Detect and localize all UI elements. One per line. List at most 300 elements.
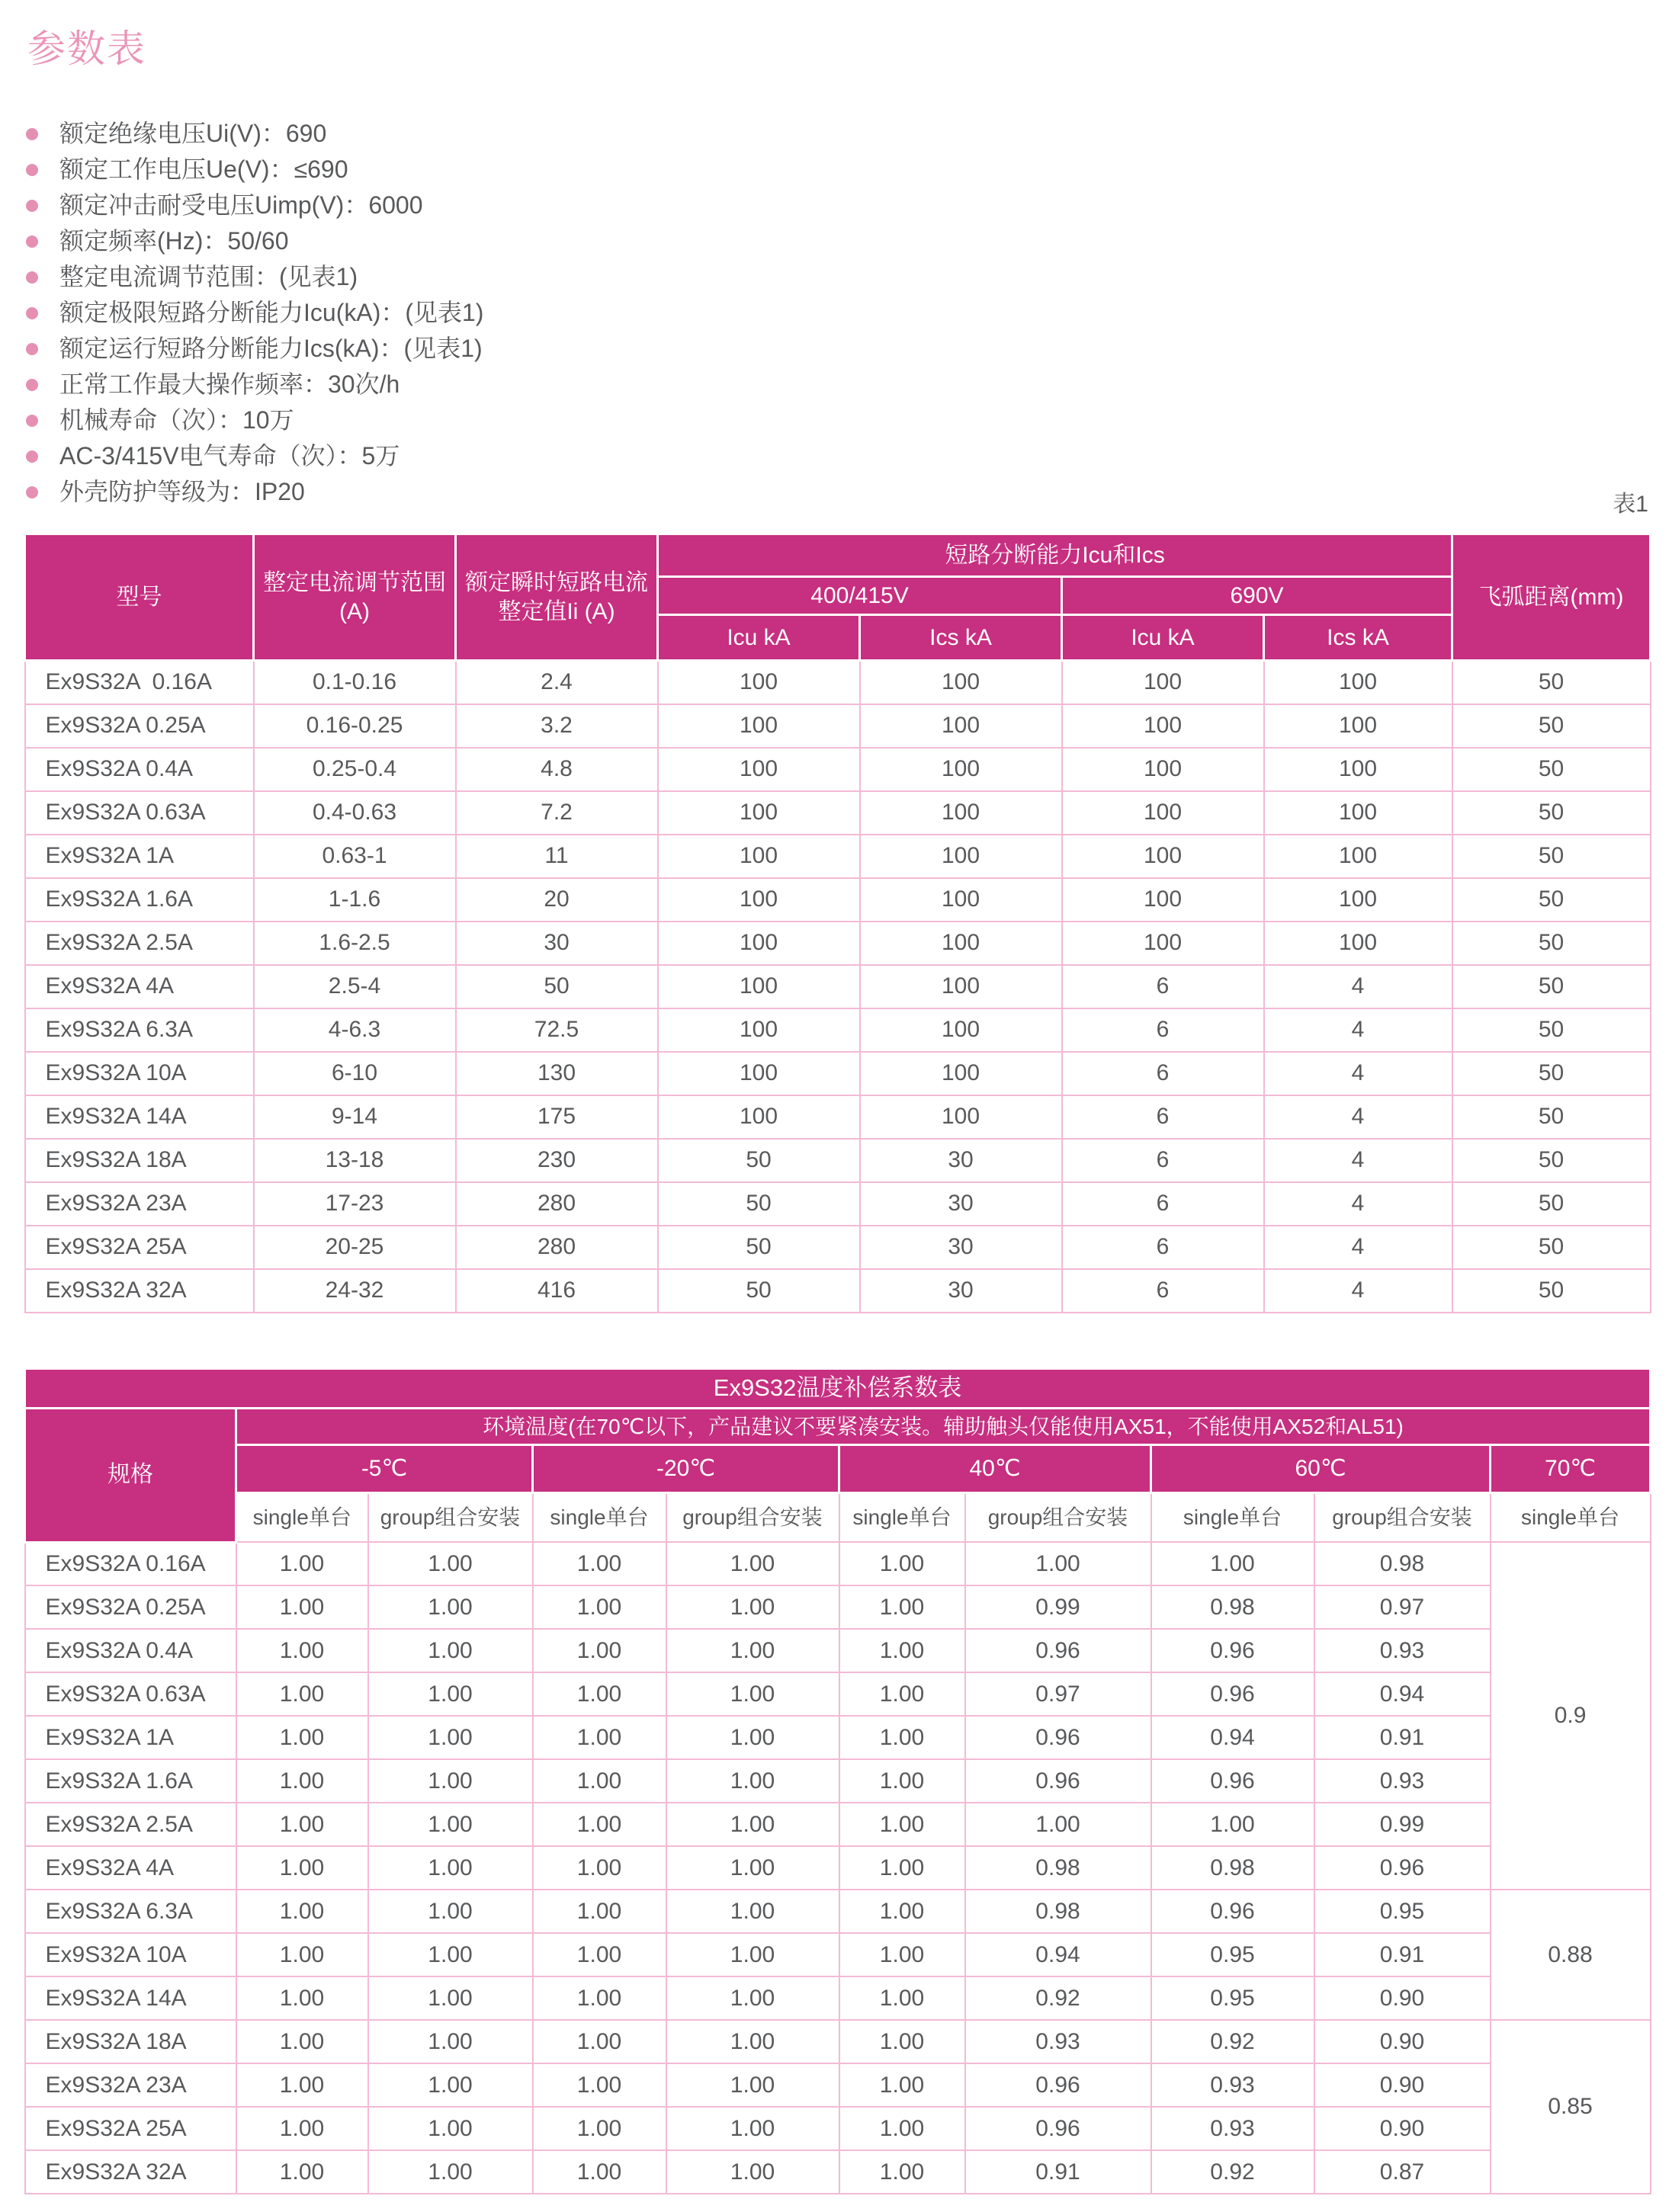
bullet-dot-icon [26,200,38,212]
value-cell: 4 [1264,1052,1452,1095]
value-cell: 1.00 [368,1629,533,1672]
spec-list-item [0,223,1672,259]
value-cell: 1.00 [533,1542,666,1585]
spec-text: 额定绝缘电压Ui(V)：690 [59,120,327,147]
value-cell: 1.00 [533,1890,666,1933]
col-header-single-60: single单台 [1151,1492,1314,1542]
model-cell: Ex9S32A 25A [25,2107,236,2150]
value-cell: 0.91 [1314,1716,1491,1759]
value-cell: 100 [658,1008,860,1052]
value-cell: 0.90 [1314,2063,1491,2107]
table-row [25,1672,1651,1716]
value-cell: 1.00 [666,1803,839,1846]
parameter-table-body [25,661,1651,1313]
value-cell: 11 [456,835,658,878]
table-row [25,2150,1651,2194]
value-cell: 1.00 [533,1672,666,1716]
spec-list-item [0,474,1672,510]
value-cell: 1.00 [666,1716,839,1759]
table-row [25,1182,1651,1226]
value-cell: 50 [1452,748,1651,791]
value-cell: 1.00 [666,2020,839,2063]
value-cell: 50 [658,1269,860,1313]
value-cell: 0.1-0.16 [254,661,456,704]
value-cell: 100 [658,965,860,1008]
col-header-temp-minus5: -5℃ [236,1444,533,1492]
value-cell: 50 [1452,791,1651,835]
value-cell: 0.96 [965,2107,1151,2150]
value-cell: 50 [1452,922,1651,965]
value-cell: 13-18 [254,1139,456,1182]
model-cell: Ex9S32A 0.63A [25,791,254,835]
value-cell: 0.93 [965,2020,1151,2063]
value-cell: 1.00 [236,2063,368,2107]
spec-text: AC-3/415V电气寿命（次）：5万 [59,442,400,470]
value-cell: 1.00 [236,2020,368,2063]
model-cell: Ex9S32A 32A [25,1269,254,1313]
spec-text: 额定冲击耐受电压Uimp(V)：6000 [59,191,423,219]
value-cell: 100 [658,748,860,791]
value-cell: 1.00 [1151,1803,1314,1846]
table-row [25,965,1651,1008]
table-row [25,748,1651,791]
value-cell: 20-25 [254,1226,456,1269]
bullet-dot-icon [26,486,38,499]
value-cell: 416 [456,1269,658,1313]
value-cell: 0.93 [1314,1759,1491,1803]
col-header-ics-690: Ics kA [1264,615,1452,661]
env-temp-note: 环境温度(在70℃以下，产品建议不要紧凑安装。辅助触头仅能使用AX51，不能使用AX52和AL51) [236,1408,1651,1444]
value-cell: 130 [456,1052,658,1095]
value-cell: 4-6.3 [254,1008,456,1052]
value-cell: 50 [1452,1226,1651,1269]
value-cell: 1.00 [236,1759,368,1803]
table-row [25,1976,1651,2020]
value-cell: 0.99 [1314,1803,1491,1846]
col-header-breaking-capacity: 短路分断能力Icu和Ics [658,534,1452,577]
value-cell: 50 [1452,878,1651,922]
spec-text: 额定工作电压Ue(V)：≤690 [59,155,348,183]
col-header-single-70: single单台 [1491,1492,1651,1542]
value-cell: 1.00 [533,1716,666,1759]
bullet-dot-icon [26,415,38,427]
table-row [25,1846,1651,1890]
bullet-dot-icon [26,164,38,176]
value-cell: 1.00 [368,1716,533,1759]
value-cell: 1.00 [368,1759,533,1803]
value-cell: 50 [1452,1095,1651,1139]
value-cell: 0.25-0.4 [254,748,456,791]
value-cell: 1.00 [839,2107,965,2150]
value-cell: 24-32 [254,1269,456,1313]
value-cell: 0.90 [1314,2107,1491,2150]
value-cell: 0.92 [965,1976,1151,2020]
value-cell: 2.5-4 [254,965,456,1008]
table-row [25,704,1651,748]
value-cell: 100 [860,835,1062,878]
value-cell: 280 [456,1182,658,1226]
value-cell: 0.96 [1151,1759,1314,1803]
value-cell: 50 [1452,1182,1651,1226]
value-cell: 1.00 [533,1629,666,1672]
model-cell: Ex9S32A 1A [25,835,254,878]
value-cell: 6 [1062,1052,1264,1095]
value-cell: 2.4 [456,661,658,704]
value-cell: 30 [456,922,658,965]
model-cell: Ex9S32A 1.6A [25,1759,236,1803]
model-cell: Ex9S32A 0.16A [25,1542,236,1585]
merged-70c-cell: 0.85 [1491,2020,1651,2194]
value-cell: 1.00 [839,1976,965,2020]
model-cell: Ex9S32A 4A [25,1846,236,1890]
bullet-dot-icon [26,450,38,463]
spec-text: 外壳防护等级为：IP20 [59,478,305,505]
value-cell: 1.00 [839,1803,965,1846]
value-cell: 100 [860,748,1062,791]
col-header-temp-70: 70℃ [1491,1444,1651,1492]
value-cell: 0.87 [1314,2150,1491,2194]
spec-text: 额定极限短路分断能力Icu(kA)：(见表1) [59,299,484,326]
value-cell: 100 [658,922,860,965]
value-cell: 1.00 [533,2063,666,2107]
value-cell: 1.00 [533,1759,666,1803]
value-cell: 20 [456,878,658,922]
value-cell: 100 [1062,922,1264,965]
value-cell: 1.00 [368,1890,533,1933]
spec-text: 整定电流调节范围：(见表1) [59,263,358,290]
value-cell: 50 [658,1139,860,1182]
value-cell: 0.90 [1314,2020,1491,2063]
value-cell: 1.00 [368,1976,533,2020]
value-cell: 175 [456,1095,658,1139]
col-header-temp-40: 40℃ [839,1444,1151,1492]
value-cell: 100 [1062,661,1264,704]
spec-list-item [0,152,1672,188]
model-cell: Ex9S32A 6.3A [25,1008,254,1052]
model-cell: Ex9S32A 14A [25,1976,236,2020]
value-cell: 1.00 [236,1890,368,1933]
value-cell: 100 [658,1052,860,1095]
bullet-dot-icon [26,307,38,319]
col-header-instant-current: 额定瞬时短路电流整定值Ii (A) [456,534,658,661]
value-cell: 0.94 [965,1933,1151,1976]
table-row [25,1933,1651,1976]
model-cell: Ex9S32A 0.4A [25,748,254,791]
value-cell: 1.00 [368,2150,533,2194]
model-cell: Ex9S32A 14A [25,1095,254,1139]
model-cell: Ex9S32A 32A [25,2150,236,2194]
table-row [25,1226,1651,1269]
value-cell: 100 [860,965,1062,1008]
value-cell: 0.93 [1314,1629,1491,1672]
value-cell: 4 [1264,1182,1452,1226]
model-cell: Ex9S32A 0.16A [25,661,254,704]
value-cell: 1.00 [368,1585,533,1629]
value-cell: 100 [1264,791,1452,835]
value-cell: 0.98 [965,1890,1151,1933]
spec-list-item [0,116,1672,152]
value-cell: 0.96 [1151,1629,1314,1672]
spec-text: 额定频率(Hz)：50/60 [59,227,289,255]
value-cell: 30 [860,1139,1062,1182]
col-header-model: 型号 [25,534,254,661]
value-cell: 4 [1264,1139,1452,1182]
value-cell: 0.99 [965,1585,1151,1629]
spec-text: 额定运行短路分断能力Ics(kA)：(见表1) [59,335,483,362]
bullet-dot-icon [26,128,38,140]
value-cell: 0.95 [1151,1976,1314,2020]
value-cell: 0.94 [1314,1672,1491,1716]
value-cell: 1.00 [666,1585,839,1629]
col-header-690v: 690V [1062,577,1452,615]
value-cell: 0.63-1 [254,835,456,878]
table-row [25,1629,1651,1672]
value-cell: 6 [1062,1008,1264,1052]
merged-70c-cell: 0.9 [1491,1542,1651,1890]
model-cell: Ex9S32A 0.25A [25,1585,236,1629]
col-header-temp-minus20: -20℃ [533,1444,839,1492]
value-cell: 0.98 [1151,1846,1314,1890]
value-cell: 0.4-0.63 [254,791,456,835]
value-cell: 0.93 [1151,2107,1314,2150]
col-header-single-minus5: single单台 [236,1492,368,1542]
value-cell: 0.93 [1151,2063,1314,2107]
value-cell: 1.00 [839,1890,965,1933]
value-cell: 1.00 [368,1933,533,1976]
table-row [25,878,1651,922]
value-cell: 50 [1452,1052,1651,1095]
model-cell: Ex9S32A 23A [25,1182,254,1226]
model-cell: Ex9S32A 0.4A [25,1629,236,1672]
page-title: 参数表 [27,27,146,70]
model-cell: Ex9S32A 23A [25,2063,236,2107]
table-row [25,791,1651,835]
value-cell: 1.00 [666,2150,839,2194]
value-cell: 230 [456,1139,658,1182]
value-cell: 0.91 [1314,1933,1491,1976]
model-cell: Ex9S32A 10A [25,1052,254,1095]
value-cell: 4 [1264,965,1452,1008]
value-cell: 72.5 [456,1008,658,1052]
model-cell: Ex9S32A 10A [25,1933,236,1976]
value-cell: 30 [860,1269,1062,1313]
value-cell: 1.00 [839,1672,965,1716]
table-row [25,1052,1651,1095]
col-header-single-minus20: single单台 [533,1492,666,1542]
temp-compensation-table [24,1367,1651,2195]
value-cell: 1.00 [368,2063,533,2107]
value-cell: 1.00 [236,2150,368,2194]
value-cell: 100 [860,1095,1062,1139]
col-header-400-415v: 400/415V [658,577,1062,615]
value-cell: 30 [860,1182,1062,1226]
table-row [25,835,1651,878]
model-cell: Ex9S32A 1.6A [25,878,254,922]
value-cell: 1.00 [236,1542,368,1585]
value-cell: 1.00 [1151,1542,1314,1585]
value-cell: 100 [860,791,1062,835]
value-cell: 0.96 [1151,1890,1314,1933]
value-cell: 0.98 [965,1846,1151,1890]
value-cell: 6 [1062,1095,1264,1139]
spec-text: 正常工作最大操作频率：30次/h [59,370,400,398]
value-cell: 0.98 [1151,1585,1314,1629]
value-cell: 1.00 [839,2063,965,2107]
value-cell: 100 [1264,922,1452,965]
value-cell: 0.16-0.25 [254,704,456,748]
col-header-icu-400: Icu kA [658,615,860,661]
value-cell: 1.00 [368,1542,533,1585]
value-cell: 1.00 [533,1846,666,1890]
value-cell: 1.00 [839,1585,965,1629]
value-cell: 1.00 [839,1629,965,1672]
value-cell: 7.2 [456,791,658,835]
value-cell: 100 [658,835,860,878]
value-cell: 6 [1062,1139,1264,1182]
value-cell: 1.00 [368,2107,533,2150]
bullet-dot-icon [26,236,38,248]
value-cell: 6-10 [254,1052,456,1095]
value-cell: 1.00 [533,2020,666,2063]
value-cell: 1-1.6 [254,878,456,922]
value-cell: 50 [1452,1139,1651,1182]
col-header-group-minus5: group组合安装 [368,1492,533,1542]
value-cell: 4.8 [456,748,658,791]
value-cell: 1.00 [368,1803,533,1846]
value-cell: 100 [1062,878,1264,922]
value-cell: 1.00 [533,1933,666,1976]
value-cell: 1.00 [666,1846,839,1890]
col-header-group-40: group组合安装 [965,1492,1151,1542]
value-cell: 1.00 [236,2107,368,2150]
table-row [25,1139,1651,1182]
value-cell: 1.00 [839,1542,965,1585]
temp-table-body [25,1542,1651,2194]
table1-label: 表1 [1613,492,1648,517]
spec-list-item [0,331,1672,367]
bullet-dot-icon [26,271,38,284]
value-cell: 50 [1452,704,1651,748]
col-header-single-40: single单台 [839,1492,965,1542]
value-cell: 100 [1264,748,1452,791]
value-cell: 1.00 [533,2107,666,2150]
table-row [25,1759,1651,1803]
spec-list-item [0,188,1672,223]
value-cell: 4 [1264,1226,1452,1269]
value-cell: 100 [860,878,1062,922]
value-cell: 100 [658,1095,860,1139]
value-cell: 1.00 [533,2150,666,2194]
value-cell: 1.00 [533,1585,666,1629]
value-cell: 1.00 [839,2150,965,2194]
value-cell: 1.00 [666,1672,839,1716]
table-row [25,922,1651,965]
value-cell: 50 [658,1226,860,1269]
value-cell: 4 [1264,1008,1452,1052]
model-cell: Ex9S32A 18A [25,1139,254,1182]
value-cell: 100 [860,1008,1062,1052]
value-cell: 0.96 [1314,1846,1491,1890]
value-cell: 1.00 [666,1976,839,2020]
value-cell: 100 [1264,704,1452,748]
spec-text: 机械寿命（次）：10万 [59,406,294,434]
value-cell: 1.00 [666,1933,839,1976]
table-row [25,1716,1651,1759]
value-cell: 0.96 [1151,1672,1314,1716]
value-cell: 100 [658,704,860,748]
value-cell: 50 [1452,965,1651,1008]
value-cell: 1.00 [236,1933,368,1976]
value-cell: 0.95 [1151,1933,1314,1976]
value-cell: 1.00 [236,1716,368,1759]
value-cell: 6 [1062,1226,1264,1269]
spec-list-item [0,295,1672,331]
temp-table-title: Ex9S32温度补偿系数表 [25,1368,1651,1408]
value-cell: 1.6-2.5 [254,922,456,965]
value-cell: 17-23 [254,1182,456,1226]
table-row [25,2107,1651,2150]
col-header-group-60: group组合安装 [1314,1492,1491,1542]
value-cell: 0.95 [1314,1890,1491,1933]
col-header-temp-60: 60℃ [1151,1444,1491,1492]
value-cell: 1.00 [666,2107,839,2150]
value-cell: 1.00 [236,1672,368,1716]
value-cell: 0.91 [965,2150,1151,2194]
value-cell: 100 [658,791,860,835]
col-header-group-minus20: group组合安装 [666,1492,839,1542]
value-cell: 0.96 [965,1629,1151,1672]
value-cell: 50 [1452,835,1651,878]
value-cell: 0.96 [965,1759,1151,1803]
model-cell: Ex9S32A 2.5A [25,1803,236,1846]
value-cell: 6 [1062,1182,1264,1226]
value-cell: 4 [1264,1095,1452,1139]
value-cell: 0.92 [1151,2150,1314,2194]
table-row [25,1542,1651,1585]
value-cell: 4 [1264,1269,1452,1313]
merged-70c-cell: 0.88 [1491,1890,1651,2020]
value-cell: 100 [860,704,1062,748]
value-cell: 1.00 [839,1933,965,1976]
value-cell: 6 [1062,965,1264,1008]
value-cell: 1.00 [666,1542,839,1585]
model-cell: Ex9S32A 2.5A [25,922,254,965]
value-cell: 1.00 [368,1672,533,1716]
value-cell: 1.00 [839,1716,965,1759]
value-cell: 1.00 [236,1629,368,1672]
spec-list-item [0,438,1672,474]
value-cell: 100 [1062,748,1264,791]
spec-list-item [0,259,1672,295]
value-cell: 1.00 [839,2020,965,2063]
value-cell: 9-14 [254,1095,456,1139]
table-row [25,1803,1651,1846]
model-cell: Ex9S32A 18A [25,2020,236,2063]
value-cell: 1.00 [839,1846,965,1890]
table-row [25,1008,1651,1052]
value-cell: 1.00 [666,1890,839,1933]
value-cell: 100 [860,1052,1062,1095]
value-cell: 100 [1264,661,1452,704]
col-header-arc-distance: 飞弧距离(mm) [1452,534,1651,661]
spec-list-item [0,367,1672,402]
value-cell: 100 [658,661,860,704]
model-cell: Ex9S32A 6.3A [25,1890,236,1933]
value-cell: 1.00 [839,1759,965,1803]
value-cell: 1.00 [236,1976,368,2020]
model-cell: Ex9S32A 0.25A [25,704,254,748]
table-row [25,2020,1651,2063]
